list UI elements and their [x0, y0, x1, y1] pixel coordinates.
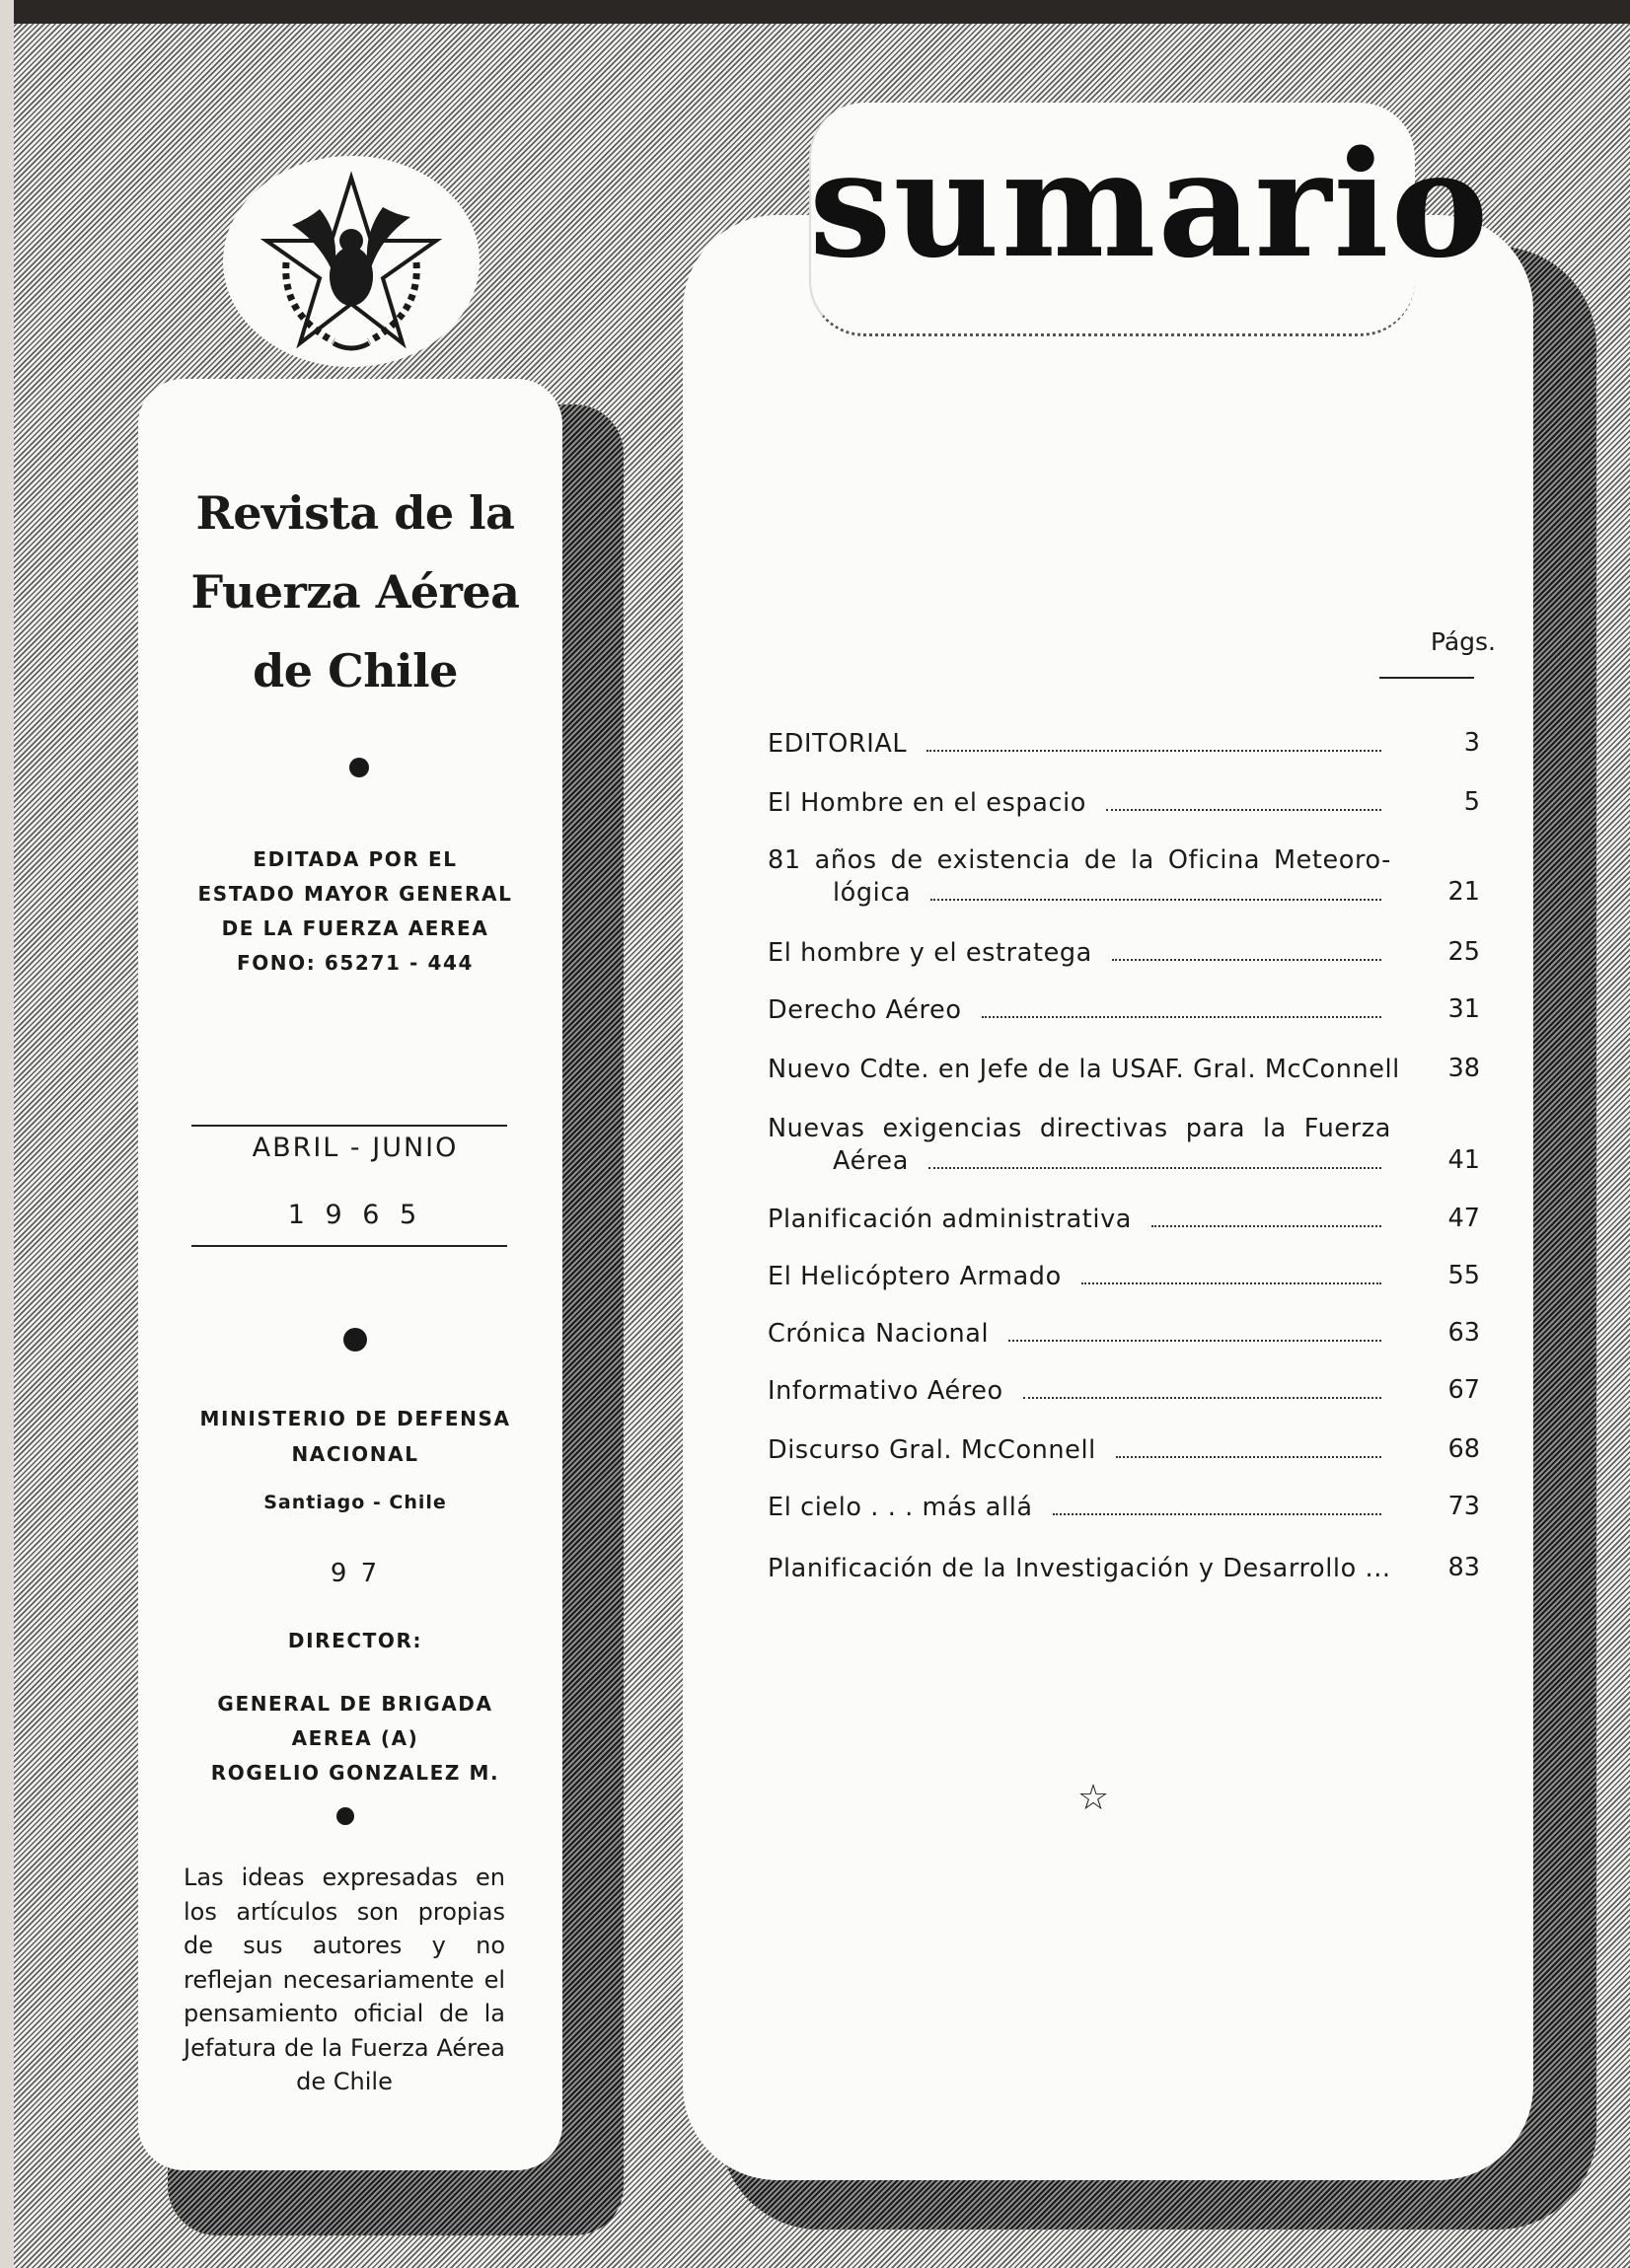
air-force-emblem	[223, 156, 480, 367]
magazine-title	[158, 474, 553, 710]
toc-entry-title: Aérea	[833, 1146, 909, 1176]
ministry-info	[168, 1401, 543, 1472]
toc-page-number: 38	[1447, 1054, 1480, 1083]
pages-header-rule	[1379, 677, 1474, 679]
toc-entry-line	[768, 1261, 1391, 1293]
dot-leader	[1008, 1340, 1381, 1342]
magazine-title-line: de Chile	[253, 644, 458, 697]
toc-page-number: 47	[1447, 1204, 1480, 1233]
eagle-star-icon	[223, 156, 480, 367]
pages-column-header: Págs.	[1430, 627, 1496, 656]
toc-entry-line	[768, 787, 1391, 820]
issue-period: ABRIL - JUNIO	[252, 1133, 459, 1163]
toc-page-number: 25	[1447, 937, 1480, 967]
dot-leader	[982, 1016, 1381, 1018]
toc-entry	[768, 1261, 1391, 1293]
toc-page-number: 67	[1447, 1375, 1480, 1405]
toc-entry-title: Discurso Gral. McConnell	[768, 1435, 1096, 1465]
dot-leader	[1106, 809, 1381, 811]
toc-page-number: 41	[1447, 1145, 1480, 1175]
toc-entry-title: El Helicóptero Armado	[768, 1262, 1062, 1291]
toc-entry	[768, 1553, 1391, 1585]
toc-entry	[768, 1204, 1391, 1236]
toc-entry-title: Informativo Aéreo	[768, 1376, 1003, 1406]
toc-entry	[768, 787, 1391, 820]
toc-entry-line	[768, 937, 1391, 970]
toc-entry	[768, 994, 1391, 1027]
toc-entry-line	[768, 1434, 1391, 1467]
dot-leader	[1112, 959, 1381, 961]
dot-leader	[928, 1167, 1381, 1169]
bullet-dot	[336, 1807, 354, 1825]
ministry-line: MINISTERIO DE DEFENSA	[199, 1407, 511, 1430]
toc-entry	[768, 1492, 1391, 1524]
toc-entry-line	[768, 1145, 1391, 1178]
scan-left-edge	[0, 0, 14, 2268]
dot-leader	[1053, 1513, 1381, 1515]
bullet-dot	[349, 758, 369, 777]
toc-entry-title: El cielo . . . más allá	[768, 1493, 1033, 1522]
toc-page-number: 73	[1447, 1492, 1480, 1521]
toc-entry	[768, 937, 1391, 970]
toc-page-number: 31	[1447, 994, 1480, 1024]
toc-page-number: 55	[1447, 1261, 1480, 1290]
issue-year: 1 9 6 5	[287, 1200, 423, 1230]
toc-entry-line	[768, 1492, 1391, 1524]
toc-entry-title-line: 81 años de existencia de la Oficina Meteoro-	[768, 845, 1391, 875]
toc-entry	[768, 1113, 1391, 1178]
editor-line: ESTADO MAYOR GENERAL	[197, 882, 513, 906]
director-line: ROGELIO GONZALEZ M.	[210, 1761, 500, 1785]
toc-entry-title: El hombre y el estratega	[768, 938, 1092, 968]
toc-page-number: 21	[1447, 877, 1480, 907]
issue-number: 9 7	[330, 1559, 381, 1588]
toc-page-number: 63	[1447, 1318, 1480, 1348]
toc-page-number: 83	[1447, 1553, 1480, 1582]
toc-entry-title: Planificación administrativa	[768, 1205, 1132, 1234]
ministry-line: NACIONAL	[291, 1442, 419, 1466]
contents-panel	[683, 215, 1533, 2180]
toc-page-number: 68	[1447, 1434, 1480, 1464]
director-label: DIRECTOR:	[287, 1629, 423, 1652]
city: Santiago - Chile	[263, 1492, 447, 1513]
masthead-title: sumario	[809, 118, 1491, 290]
toc-entry	[768, 1434, 1391, 1467]
disclaimer: Las ideas expresadas en los artículos son propias de sus autores y no reflejan necesariamente el pensamiento oficial de la Jefatura de la Fuerza Aérea de Chile	[184, 1864, 505, 2095]
director-info	[168, 1687, 543, 1791]
magazine-title-line: Fuerza Aérea	[190, 565, 520, 619]
dot-leader	[1023, 1397, 1381, 1399]
toc-entry-title: Planificación de la Investigación y Desarrollo ...	[768, 1554, 1391, 1583]
toc-entry-title: Derecho Aéreo	[768, 995, 962, 1025]
dot-leader	[1151, 1225, 1381, 1227]
divider	[191, 1245, 507, 1247]
toc-entry	[768, 844, 1391, 910]
editor-line: EDITADA POR EL	[253, 847, 458, 871]
divider	[191, 1125, 507, 1127]
toc-entry-line	[768, 1204, 1391, 1236]
toc-entry	[768, 728, 1391, 761]
toc-entry-line	[768, 1553, 1391, 1585]
toc-entry-title: El Hombre en el espacio	[768, 788, 1086, 818]
director-line: GENERAL DE BRIGADA	[217, 1692, 493, 1716]
toc-entry-line	[768, 994, 1391, 1027]
toc-entry-title: lógica	[833, 878, 912, 908]
bullet-dot	[343, 1328, 367, 1352]
dot-leader	[930, 899, 1381, 901]
star-icon: ☆	[1076, 1778, 1110, 1818]
toc-page-number: 5	[1463, 787, 1480, 817]
magazine-title-line: Revista de la	[195, 486, 515, 540]
toc-entry-line	[768, 728, 1391, 761]
toc-entry-line	[768, 1375, 1391, 1408]
toc-page-number: 3	[1463, 728, 1480, 758]
editor-line: FONO: 65271 - 444	[236, 951, 475, 975]
toc-entry	[768, 1054, 1400, 1086]
toc-entry-title: EDITORIAL	[768, 729, 908, 759]
toc-entry	[768, 1375, 1391, 1408]
toc-entry-line	[768, 877, 1391, 910]
toc-entry-title: Crónica Nacional	[768, 1319, 990, 1349]
dot-leader	[1081, 1282, 1381, 1284]
editor-info	[168, 842, 543, 981]
toc-entry-line	[768, 1054, 1400, 1086]
toc-entry-title: Nuevo Cdte. en Jefe de la USAF. Gral. McConnell	[768, 1055, 1400, 1084]
toc-entry-line	[768, 1318, 1391, 1351]
scan-top-edge	[0, 0, 1630, 24]
dot-leader	[1116, 1456, 1381, 1458]
editor-line: DE LA FUERZA AEREA	[221, 916, 489, 940]
toc-entry-title-line: Nuevas exigencias directivas para la Fuerza	[768, 1114, 1391, 1143]
dot-leader	[926, 750, 1381, 752]
toc-entry	[768, 1318, 1391, 1351]
director-line: AEREA (A)	[291, 1726, 419, 1750]
